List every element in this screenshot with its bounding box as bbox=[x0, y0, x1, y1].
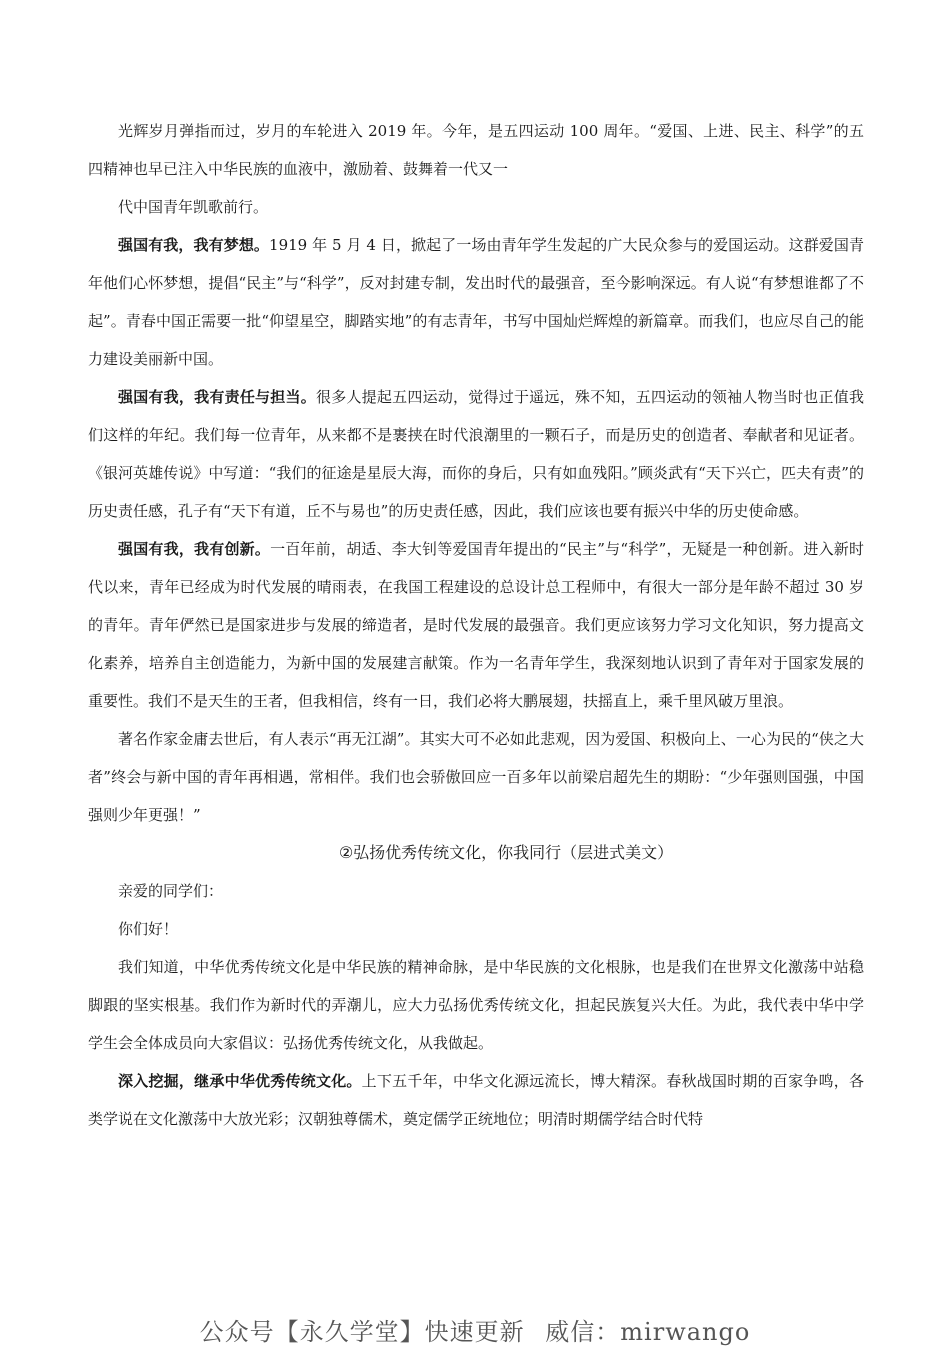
paragraph-text: 一百年前，胡适、李大钊等爱国青年提出的“民主”与“科学”，无疑是一种创新。进入新时代以来，青年已经成为时代发展的晴雨表，在我国工程建设的总设计总工程师中，有很大一部分是年龄不超过 30 岁的青年。青年俨然已是国家进步与发展的缔造者，是时代发展的最强音。我们更应该努力学习文化知识，努力提高文化素养，培养自主创造能力，为新中国的发展建言献策。作为一名青年学生，我深刻地认识到了青年对于国家发展的重要性。我们不是天生的王者，但我相信，终有一日，我们必将大鹏展翅，扶摇直上，乘千里风破万里浪。 bbox=[88, 540, 864, 710]
greeting-line bbox=[88, 872, 864, 910]
paragraph-text: 你们好！ bbox=[118, 920, 179, 938]
paragraph-text: 很多人提起五四运动，觉得过于遥远，殊不知，五四运动的领袖人物当时也正值我们这样的年纪。我们每一位青年，从来都不是裹挟在时代浪潮里的一颗石子，而是历史的创造者、奉献者和见证者。《银河英雄传说》中写道：“我们的征途是星辰大海，而你的身后，只有如血残阳。”顾炎武有“天下兴亡，匹夫有责”的历史责任感，孔子有“天下有道，丘不与易也”的历史责任感，因此，我们应该也要有振兴中华的历史使命感。 bbox=[88, 388, 864, 520]
footer-right-text: 威信：mirwango bbox=[545, 1318, 751, 1346]
paragraph-7 bbox=[88, 948, 864, 1062]
paragraph-5 bbox=[88, 530, 864, 720]
paragraph-text: 我们知道，中华优秀传统文化是中华民族的精神命脉，是中华民族的文化根脉，也是我们在世界文化激荡中站稳脚跟的坚实根基。我们作为新时代的弄潮儿，应大力弘扬优秀传统文化，担起民族复兴大任。为此，我代表中华中学学生会全体成员向大家倡议：弘扬优秀传统文化，从我做起。 bbox=[88, 958, 864, 1052]
footer-left-text: 公众号【永久学堂】快速更新 bbox=[199, 1318, 525, 1346]
paragraph-1 bbox=[88, 112, 864, 188]
paragraph-lead: 深入挖掘，继承中华优秀传统文化。 bbox=[118, 1072, 362, 1090]
paragraph-text: 1919 年 5 月 4 日，掀起了一场由青年学生发起的广大民众参与的爱国运动。这群爱国青年他们心怀梦想，提倡“民主”与“科学”，反对封建专制，发出时代的最强音，至今影响深远。有人说“有梦想谁都了不起”。青春中国正需要一批“仰望星空，脚踏实地”的有志青年，书写中国灿烂辉煌的新篇章。而我们，也应尽自己的能力建设美丽新中国。 bbox=[88, 236, 864, 368]
paragraph-4 bbox=[88, 378, 864, 530]
paragraph-6 bbox=[88, 720, 864, 834]
paragraph-lead: 强国有我，我有责任与担当。 bbox=[118, 388, 316, 406]
paragraph-8 bbox=[88, 1062, 864, 1138]
paragraph-text: 代中国青年凯歌前行。 bbox=[118, 198, 269, 216]
watermark-footer bbox=[0, 1312, 950, 1347]
paragraph-text: 亲爱的同学们： bbox=[118, 882, 224, 900]
paragraph-2 bbox=[88, 188, 864, 226]
paragraph-text: 著名作家金庸去世后，有人表示“再无江湖”。其实大可不必如此悲观，因为爱国、积极向上、一心为民的“侠之大者”终会与新中国的青年再相遇，常相伴。我们也会骄傲回应一百多年以前梁启超先生的期盼：“少年强则国强，中国强则少年更强！” bbox=[88, 730, 864, 824]
paragraph-text: 上下五千年，中华文化源远流长，博大精深。春秋战国时期的百家争鸣，各类学说在文化激荡中大放光彩；汉朝独尊儒术，奠定儒学正统地位；明清时期儒学结合时代特 bbox=[88, 1072, 864, 1128]
section-heading: ②弘扬优秀传统文化，你我同行（层进式美文） bbox=[338, 843, 674, 862]
paragraph-3 bbox=[88, 226, 864, 378]
document-body bbox=[88, 112, 864, 1138]
paragraph-lead: 强国有我，我有梦想。 bbox=[118, 236, 270, 254]
salutation-line bbox=[88, 910, 864, 948]
paragraph-lead: 强国有我，我有创新。 bbox=[118, 540, 271, 558]
paragraph-text: 光辉岁月弹指而过，岁月的车轮进入 2019 年。今年，是五四运动 100 周年。“爱国、上进、民主、科学”的五四精神也早已注入中华民族的血液中，激励着、鼓舞着一代又一 bbox=[88, 122, 864, 178]
